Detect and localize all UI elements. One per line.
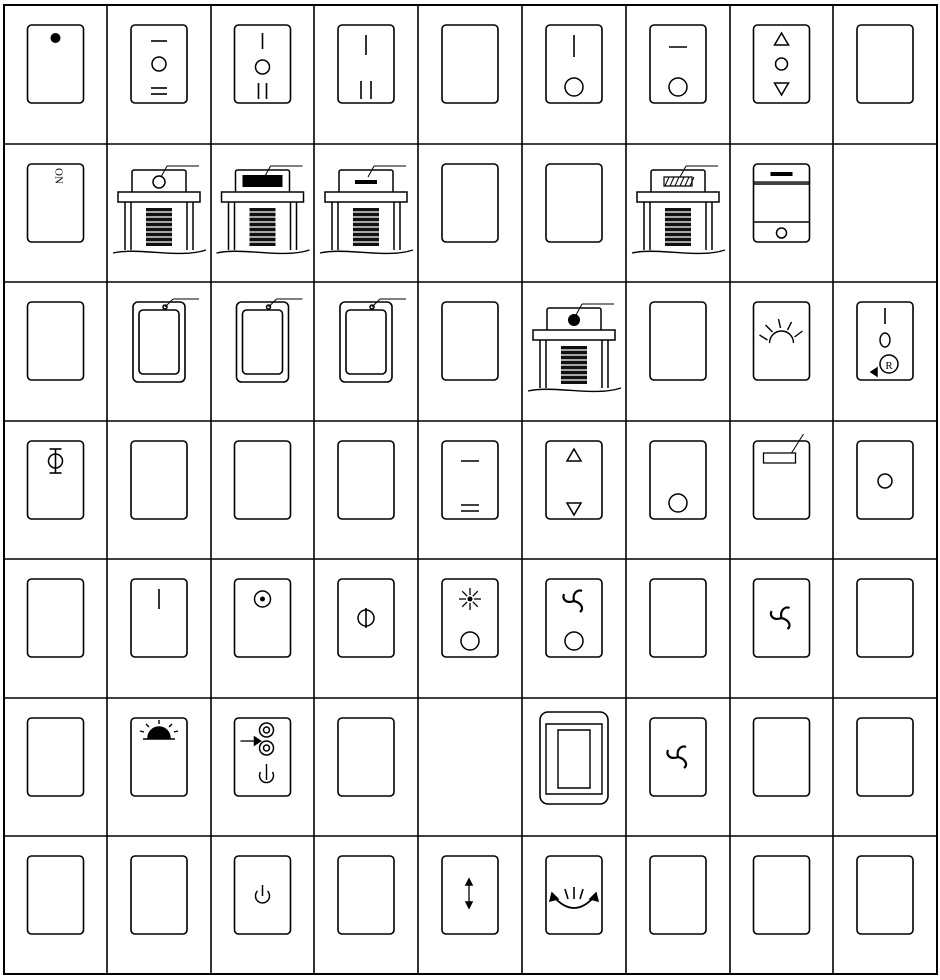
switch-cell-1f [442, 441, 498, 519]
red-indicator [243, 175, 283, 187]
switch-cell-b [131, 25, 187, 103]
switch-cell-a [28, 25, 84, 103]
rocker-frame [133, 302, 185, 382]
switch-cell-x [528, 304, 621, 391]
switch-cell-u [237, 299, 303, 382]
switch-cell-1g [546, 441, 602, 519]
rocker-body [28, 856, 84, 934]
rocker-body [442, 856, 498, 934]
switch-cell-e [442, 25, 498, 103]
zero-icon [880, 333, 890, 347]
rocker-body [338, 441, 394, 519]
switch-cell-1w [338, 718, 394, 796]
switch-cell-2b [857, 718, 913, 796]
switch-cell-1u [131, 718, 187, 796]
fan-icon [771, 607, 790, 629]
switch-cell-2k [857, 856, 913, 934]
switch-cell-1k [28, 579, 84, 657]
rocker-body [131, 441, 187, 519]
rocker-body [346, 310, 386, 374]
rocker-body [754, 718, 810, 796]
rocker-body [28, 302, 84, 380]
switch-cell-1v [235, 718, 291, 796]
rocker-body [243, 310, 283, 374]
switch-cell-f [546, 25, 602, 103]
switch-cell-c [235, 25, 291, 103]
rocker-body [650, 579, 706, 657]
rocker-body [28, 579, 84, 657]
fan-icon [563, 590, 582, 612]
rocker-body [28, 718, 84, 796]
dot-icon [51, 33, 61, 43]
switch-cell-k [113, 166, 206, 253]
switch-cell-1y [540, 712, 608, 804]
switch-cell-1t [28, 718, 84, 796]
grid-lines [4, 5, 937, 974]
rocker-body [338, 856, 394, 934]
rocker-body [650, 441, 706, 519]
switch-cell-j [28, 164, 84, 242]
rocker-body [139, 310, 179, 374]
rocker-body [546, 579, 602, 657]
switch-cell-z [754, 302, 810, 380]
rocker-body [857, 441, 913, 519]
switch-cell-1l [131, 579, 187, 657]
rocker-body [235, 718, 291, 796]
rocker-body [650, 25, 706, 103]
rocker-body [754, 25, 810, 103]
rocker-body [235, 441, 291, 519]
rocker-body [857, 856, 913, 934]
switch-cell-1r [754, 579, 810, 657]
switch-cell-1m [235, 579, 291, 657]
switch-cell-2g [442, 856, 498, 934]
switch-cell-l [217, 166, 310, 253]
rocker-body [857, 718, 913, 796]
on-text-rotated: ON [52, 168, 65, 184]
rocker-body [131, 856, 187, 934]
switch-cell-y [650, 302, 706, 380]
switch-cell-1b [28, 441, 84, 519]
rocker-body [650, 856, 706, 934]
switch-cell-2a [754, 718, 810, 796]
switch-cell-w [442, 302, 498, 380]
switch-cell-1s [857, 579, 913, 657]
switch-cell-1d [235, 441, 291, 519]
switch-cell-m [320, 166, 413, 253]
rocker-body [650, 302, 706, 380]
switch-cell-1n [338, 579, 394, 657]
switch-cell-1i [754, 434, 810, 519]
rocker-body [754, 302, 810, 380]
switch-cell-q [754, 164, 810, 242]
switch-cell-n [442, 164, 498, 242]
switch-cell-1q [650, 579, 706, 657]
rocker-body [442, 164, 498, 242]
rocker-body [558, 730, 590, 788]
rocker-body [857, 25, 913, 103]
rocker-frame [237, 302, 289, 382]
rocker-body [442, 441, 498, 519]
switch-cell-2h [546, 856, 602, 934]
grid-border [4, 5, 937, 974]
switch-cell-1p [546, 579, 602, 657]
rocker-body [442, 302, 498, 380]
rocker-frame [540, 712, 608, 804]
switch-cell-o [546, 164, 602, 242]
switch-cell-1c [131, 441, 187, 519]
switch-cell-h [754, 25, 810, 103]
rocker-body [546, 441, 602, 519]
red-indicator [568, 314, 580, 326]
phone-slot [771, 172, 793, 176]
dot-center [260, 597, 265, 602]
rocker-body [338, 718, 394, 796]
rocker-frame [340, 302, 392, 382]
switch-cell-s [28, 302, 84, 380]
switch-cell-2e [235, 856, 291, 934]
switch-cell-2i [650, 856, 706, 934]
fan-icon [667, 746, 686, 768]
rocker-body [754, 856, 810, 934]
switch-cell-t [133, 299, 199, 382]
switch-cell-1e [338, 441, 394, 519]
switch-cell-1a [857, 302, 913, 380]
red-indicator [355, 180, 377, 184]
switch-cell-1h [650, 441, 706, 519]
star-center [468, 597, 473, 602]
switch-cell-1o [442, 579, 498, 657]
switch-cell-g [650, 25, 706, 103]
switch-cell-v [340, 299, 406, 382]
rocker-body [442, 25, 498, 103]
rocker-body [131, 25, 187, 103]
switch-cell-2d [131, 856, 187, 934]
switch-cell-1j [857, 441, 913, 519]
reset-r-icon: R [885, 360, 893, 372]
switch-cell-i [857, 25, 913, 103]
rocker-body [546, 164, 602, 242]
switch-cell-2f [338, 856, 394, 934]
rocker-inner [546, 724, 602, 794]
switch-cell-d [338, 25, 394, 103]
rocker-body [857, 579, 913, 657]
switch-cell-1z [650, 718, 706, 796]
switch-cell-2c [28, 856, 84, 934]
switch-cell-2j [754, 856, 810, 934]
switch-cell-p [632, 166, 725, 253]
